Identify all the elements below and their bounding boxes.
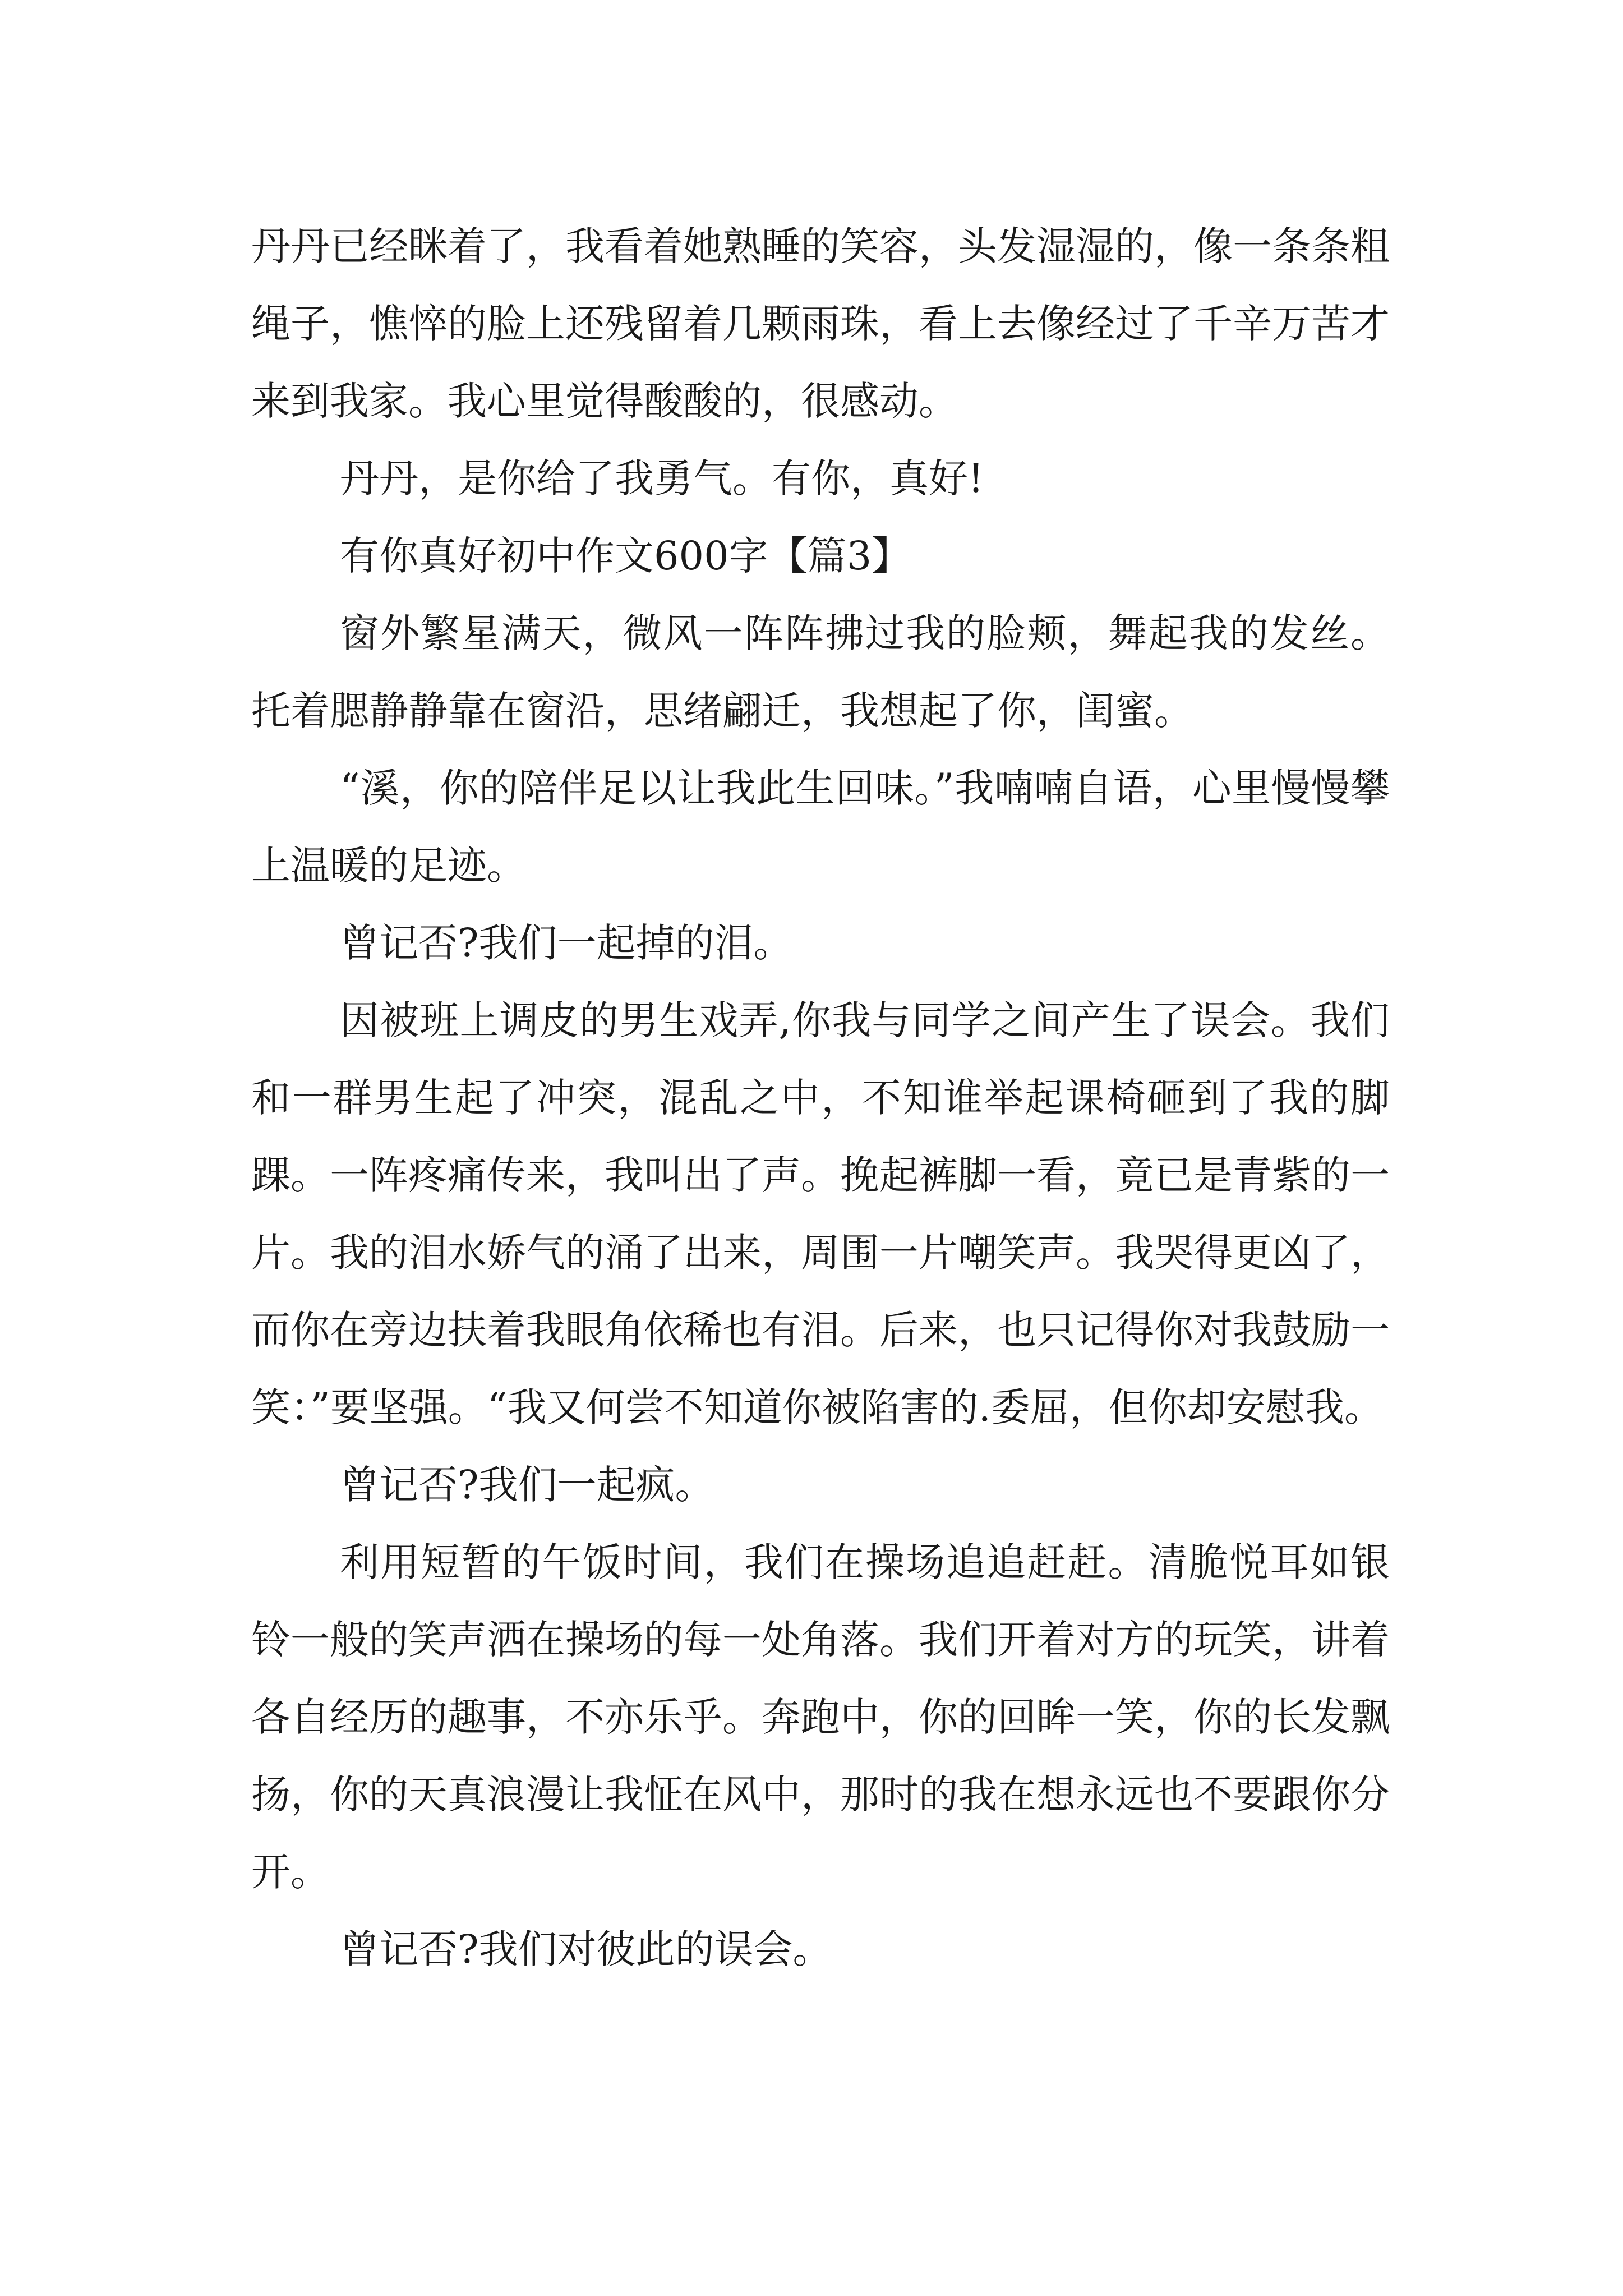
paragraph: “溪，你的陪伴足以让我此生回味。”我喃喃自语，心里慢慢攀上温暖的足迹。: [251, 765, 1390, 889]
paragraph: 窗外繁星满天，微风一阵阵拂过我的脸颊，舞起我的发丝。托着腮静静靠在窗沿，思绪翩迁，我想起了你，闺蜜。: [251, 610, 1390, 734]
paragraph: 丹丹，是你给了我勇气。有你，真好!: [340, 455, 984, 501]
paragraph: 因被班上调皮的男生戏弄,你我与同学之间产生了误会。我们和一群男生起了冲突，混乱之中，不知谁举起课椅砸到了我的脚踝。一阵疼痛传来，我叫出了声。挽起裤脚一看，竟已是青紫的一片。我的泪水娇气的涌了出来，周围一片嘲笑声。我哭得更凶了，而你在旁边扶着我眼角依稀也有泪。后来，也只记得你对我鼓励一笑：”要坚强。“我又何尝不知道你被陷害的.委屈，但你却安慰我。: [251, 997, 1390, 1430]
paragraph: 曾记否?我们一起疯。: [340, 1462, 714, 1508]
paragraph: 曾记否?我们对彼此的误会。: [340, 1926, 832, 1972]
paragraph: 曾记否?我们一起掉的泪。: [340, 920, 793, 966]
section-heading: 有你真好初中作文600字【篇3】: [340, 533, 911, 579]
document-body: [251, 208, 1390, 1988]
paragraph: 利用短暂的午饭时间，我们在操场追追赶赶。清脆悦耳如银铃一般的笑声洒在操场的每一处角落。我们开着对方的玩笑，讲着各自经历的趣事，不亦乐乎。奔跑中，你的回眸一笑，你的长发飘扬，你的天真浪漫让我怔在风中，那时的我在想永远也不要跟你分开。: [251, 1539, 1390, 1895]
paragraph: 丹丹已经眯着了，我看着她熟睡的笑容，头发湿湿的，像一条条粗绳子，憔悴的脸上还残留着几颗雨珠，看上去像经过了千辛万苦才来到我家。我心里觉得酸酸的，很感动。: [251, 223, 1390, 424]
